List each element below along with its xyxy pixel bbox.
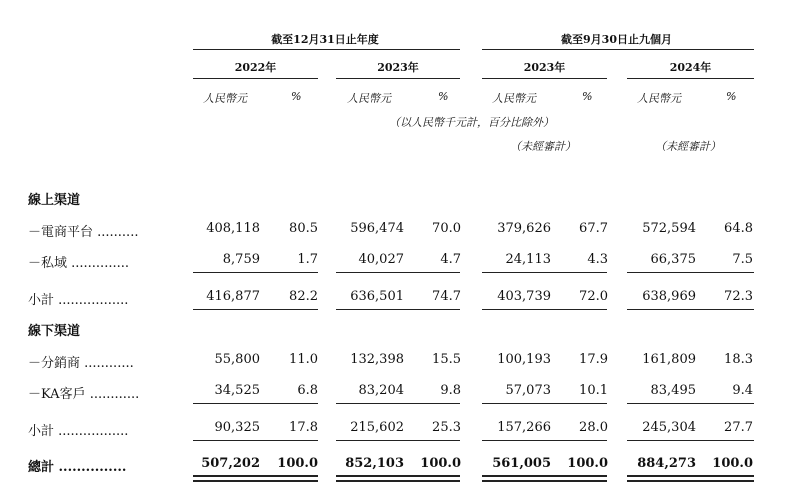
row-label-total: 總計 ............... [28, 460, 127, 475]
unaudited-note-2024: （未經審計） [655, 140, 721, 153]
subtotal-rule [336, 403, 460, 404]
total-cell: 100.0 [277, 456, 318, 471]
subtotal-rule [627, 272, 754, 273]
row-label-offline-subtotal: 小計 ................. [28, 424, 129, 439]
unaudited-note-2023: （未經審計） [510, 140, 576, 153]
subtotal-rule [482, 403, 607, 404]
table-cell: 10.1 [579, 383, 608, 398]
total-double-rule [482, 480, 607, 482]
table-cell: 67.7 [579, 221, 608, 236]
total-rule [336, 440, 460, 441]
table-cell: 161,809 [642, 352, 696, 367]
table-cell: 66,375 [650, 252, 696, 267]
total-double-rule [193, 475, 318, 477]
table-cell: 57,073 [505, 383, 551, 398]
table-cell: 4.7 [440, 252, 461, 267]
table-cell: 11.0 [289, 352, 318, 367]
table-cell: 636,501 [350, 289, 404, 304]
unit-rmb-2023n: 人民幣元 [492, 92, 536, 105]
subtotal-rule [336, 309, 460, 310]
total-double-rule [627, 475, 754, 477]
unit-pct-2024: % [726, 90, 737, 103]
row-label-online-subtotal: 小計 ................. [28, 293, 129, 308]
table-cell: 27.7 [724, 420, 753, 435]
table-cell: 72.3 [724, 289, 753, 304]
subtotal-rule [193, 309, 318, 310]
total-cell: 561,005 [492, 456, 551, 471]
annual-period-header: 截至12月31日止年度 [271, 33, 379, 46]
table-cell: 638,969 [642, 289, 696, 304]
table-cell: 596,474 [350, 221, 404, 236]
year-underline-2023-nine [482, 78, 607, 79]
table-cell: 215,602 [350, 420, 404, 435]
total-double-rule [482, 475, 607, 477]
subtotal-rule [193, 272, 318, 273]
subtotal-rule [193, 403, 318, 404]
nine-months-period-header: 截至9月30日止九個月 [561, 33, 672, 46]
subtotal-rule [482, 309, 607, 310]
table-cell: 17.8 [289, 420, 318, 435]
table-cell: 8,759 [222, 252, 260, 267]
table-cell: 64.8 [724, 221, 753, 236]
unit-rmb-2024: 人民幣元 [637, 92, 681, 105]
year-underline-2023-annual [336, 78, 460, 79]
total-cell: 100.0 [712, 456, 753, 471]
row-label-private-domain: －私域 .............. [28, 256, 129, 271]
year-underline-2024 [627, 78, 754, 79]
total-double-rule [336, 480, 460, 482]
unit-pct-2022: % [291, 90, 302, 103]
table-cell: 1.7 [297, 252, 318, 267]
table-cell: 83,495 [650, 383, 696, 398]
table-cell: 15.5 [432, 352, 461, 367]
subtotal-rule [627, 403, 754, 404]
units-note: （以人民幣千元計，百分比除外） [389, 116, 554, 129]
table-cell: 40,027 [358, 252, 404, 267]
table-cell: 6.8 [297, 383, 318, 398]
table-cell: 83,204 [358, 383, 404, 398]
table-cell: 132,398 [350, 352, 404, 367]
annual-period-underline [193, 49, 460, 50]
table-cell: 25.3 [432, 420, 461, 435]
table-cell: 80.5 [289, 221, 318, 236]
year-underline-2022 [193, 78, 318, 79]
unit-pct-2023n: % [582, 90, 593, 103]
table-cell: 72.0 [579, 289, 608, 304]
table-cell: 74.7 [432, 289, 461, 304]
total-cell: 507,202 [201, 456, 260, 471]
table-cell: 100,193 [497, 352, 551, 367]
row-label-ka-clients: －KA客戶 ............ [28, 387, 140, 402]
table-cell: 9.8 [440, 383, 461, 398]
section-offline: 線下渠道 [28, 324, 81, 339]
total-rule [193, 440, 318, 441]
table-cell: 4.3 [587, 252, 608, 267]
table-cell: 157,266 [497, 420, 551, 435]
table-cell: 403,739 [497, 289, 551, 304]
row-label-distributors: －分銷商 ............ [28, 356, 134, 371]
total-double-rule [193, 480, 318, 482]
unit-rmb-2023a: 人民幣元 [347, 92, 391, 105]
year-header-2023-annual: 2023年 [377, 61, 419, 74]
nine-months-period-underline [482, 49, 754, 50]
row-label-ecommerce: －電商平台 .......... [28, 225, 139, 240]
table-cell: 17.9 [579, 352, 608, 367]
total-cell: 100.0 [420, 456, 461, 471]
total-cell: 884,273 [637, 456, 696, 471]
table-cell: 408,118 [206, 221, 260, 236]
table-cell: 82.2 [289, 289, 318, 304]
total-rule [482, 440, 607, 441]
table-cell: 7.5 [732, 252, 753, 267]
year-header-2024: 2024年 [669, 61, 712, 74]
table-cell: 18.3 [724, 352, 753, 367]
table-cell: 34,525 [214, 383, 260, 398]
subtotal-rule [336, 272, 460, 273]
year-header-2022: 2022年 [234, 61, 277, 74]
total-rule [627, 440, 754, 441]
section-online: 線上渠道 [28, 193, 81, 208]
subtotal-rule [482, 272, 607, 273]
table-cell: 572,594 [642, 221, 696, 236]
table-cell: 416,877 [206, 289, 260, 304]
total-cell: 100.0 [567, 456, 608, 471]
year-header-2023-nine: 2023年 [523, 61, 566, 74]
table-cell: 379,626 [497, 221, 551, 236]
table-cell: 9.4 [732, 383, 753, 398]
table-cell: 70.0 [432, 221, 461, 236]
total-double-rule [627, 480, 754, 482]
table-cell: 24,113 [505, 252, 551, 267]
table-cell: 28.0 [579, 420, 608, 435]
total-double-rule [336, 475, 460, 477]
subtotal-rule [627, 309, 754, 310]
unit-pct-2023a: % [438, 90, 449, 103]
table-cell: 245,304 [642, 420, 696, 435]
table-cell: 90,325 [214, 420, 260, 435]
total-cell: 852,103 [345, 456, 404, 471]
unit-rmb-2022: 人民幣元 [203, 92, 247, 105]
table-cell: 55,800 [214, 352, 260, 367]
